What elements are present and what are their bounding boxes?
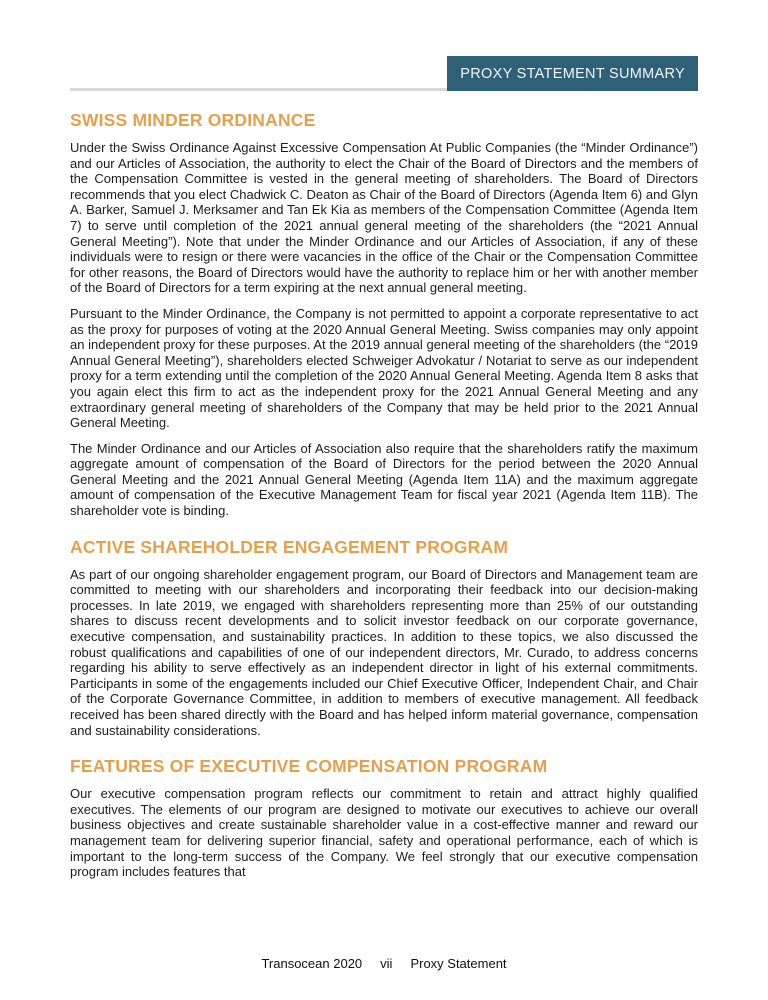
section-swiss-minder-ordinance [70,110,698,519]
footer-label: Proxy Statement [410,956,507,971]
section-heading: ACTIVE SHAREHOLDER ENGAGEMENT PROGRAM [70,536,509,557]
section-features-of-executive-compensation [70,756,698,880]
section-heading: FEATURES OF EXECUTIVE COMPENSATION PROGRAM [70,756,548,777]
footer-page-number: vii [380,956,393,971]
section-active-shareholder-engagement [70,537,698,739]
footer-brand: Transocean 2020 [261,956,363,971]
paragraph: As part of our ongoing shareholder engagement program, our Board of Directors and Management team are committed to meeting with our shareholders and incorporating their feedback into our decision-making processes. In late 2019, we engaged with shareholders representing more than 25% of our outstanding shares to discuss recent developments and to solicit investor feedback on our corporate governance, executive compensation, and sustainability practices. In addition to these topics, we also discussed the robust qualifications and capabilities of one of our independent directors, Mr. Curado, to address concerns regarding his ability to serve effectively as an independent director in light of his external commitments. Participants in some of the engagements included our Chief Executive Officer, Independent Chair, and Chair of the Corporate Governance Committee, in addition to members of executive management. All feedback received has been shared directly with the Board and has helped inform material governance, compensation and sustainability considerations. [70,566,698,738]
banner-label: PROXY STATEMENT SUMMARY [460,65,685,82]
paragraph: Our executive compensation program reflects our commitment to retain and attract highly qualified executives. The elements of our program are designed to motivate our executives to achieve our overall business objectives and create sustainable shareholder value in a cost-effective manner and reward our management team for delivering superior financial, safety and operational performance, each of which is important to the long-term success of the Company. We feel strongly that our executive compensation program includes features that [70,786,698,880]
paragraph: Under the Swiss Ordinance Against Excessive Compensation At Public Companies (the “Minder Ordinance”) and our Articles of Association, the authority to elect the Chair of the Board of Directors and the members of the Compensation Committee is vested in the general meeting of shareholders. The Board of Directors recommends that you elect Chadwick C. Deaton as Chair of the Board of Directors (Agenda Item 6) and Glyn A. Barker, Samuel J. Merksamer and Tan Ek Kia as members of the Compensation Committee (Agenda Item 7) to serve until completion of the 2021 annual general meeting of the shareholders (the “2021 Annual General Meeting”). Note that under the Minder Ordinance and our Articles of Association, if any of these individuals were to resign or there were vacancies in the office of the Chair or the Compensation Committee for other reasons, the Board of Directors would have the authority to replace him or her with another member of the Board of Directors for a term expiring at the next annual general meeting. [70,140,698,296]
paragraph: Pursuant to the Minder Ordinance, the Company is not permitted to appoint a corporate representative to act as the proxy for purposes of voting at the 2020 Annual General Meeting. Swiss companies may only appoint an independent proxy for these purposes. At the 2019 annual general meeting of the shareholders (the “2019 Annual General Meeting”), shareholders elected Schweiger Advokatur / Notariat to serve as our independent proxy for a term extending until the completion of the 2020 Annual General Meeting. Agenda Item 8 asks that you again elect this firm to act as the independent proxy for the 2021 Annual General Meeting and any extraordinary general meeting of shareholders of the Company that may be held prior to the 2021 Annual General Meeting. [70,305,698,431]
section-heading: SWISS MINDER ORDINANCE [70,110,316,130]
page-header-banner [447,56,698,91]
page-footer [0,956,768,971]
paragraph: The Minder Ordinance and our Articles of Association also require that the shareholders ratify the maximum aggregate amount of compensation of the Board of Directors for the period between the 2020 Annual General Meeting and the 2021 Annual General Meeting (Agenda Item 11A) and the maximum aggregate amount of compensation of the Executive Management Team for fiscal year 2021 (Agenda Item 11B). The shareholder vote is binding. [70,440,698,519]
document-body [70,110,698,880]
